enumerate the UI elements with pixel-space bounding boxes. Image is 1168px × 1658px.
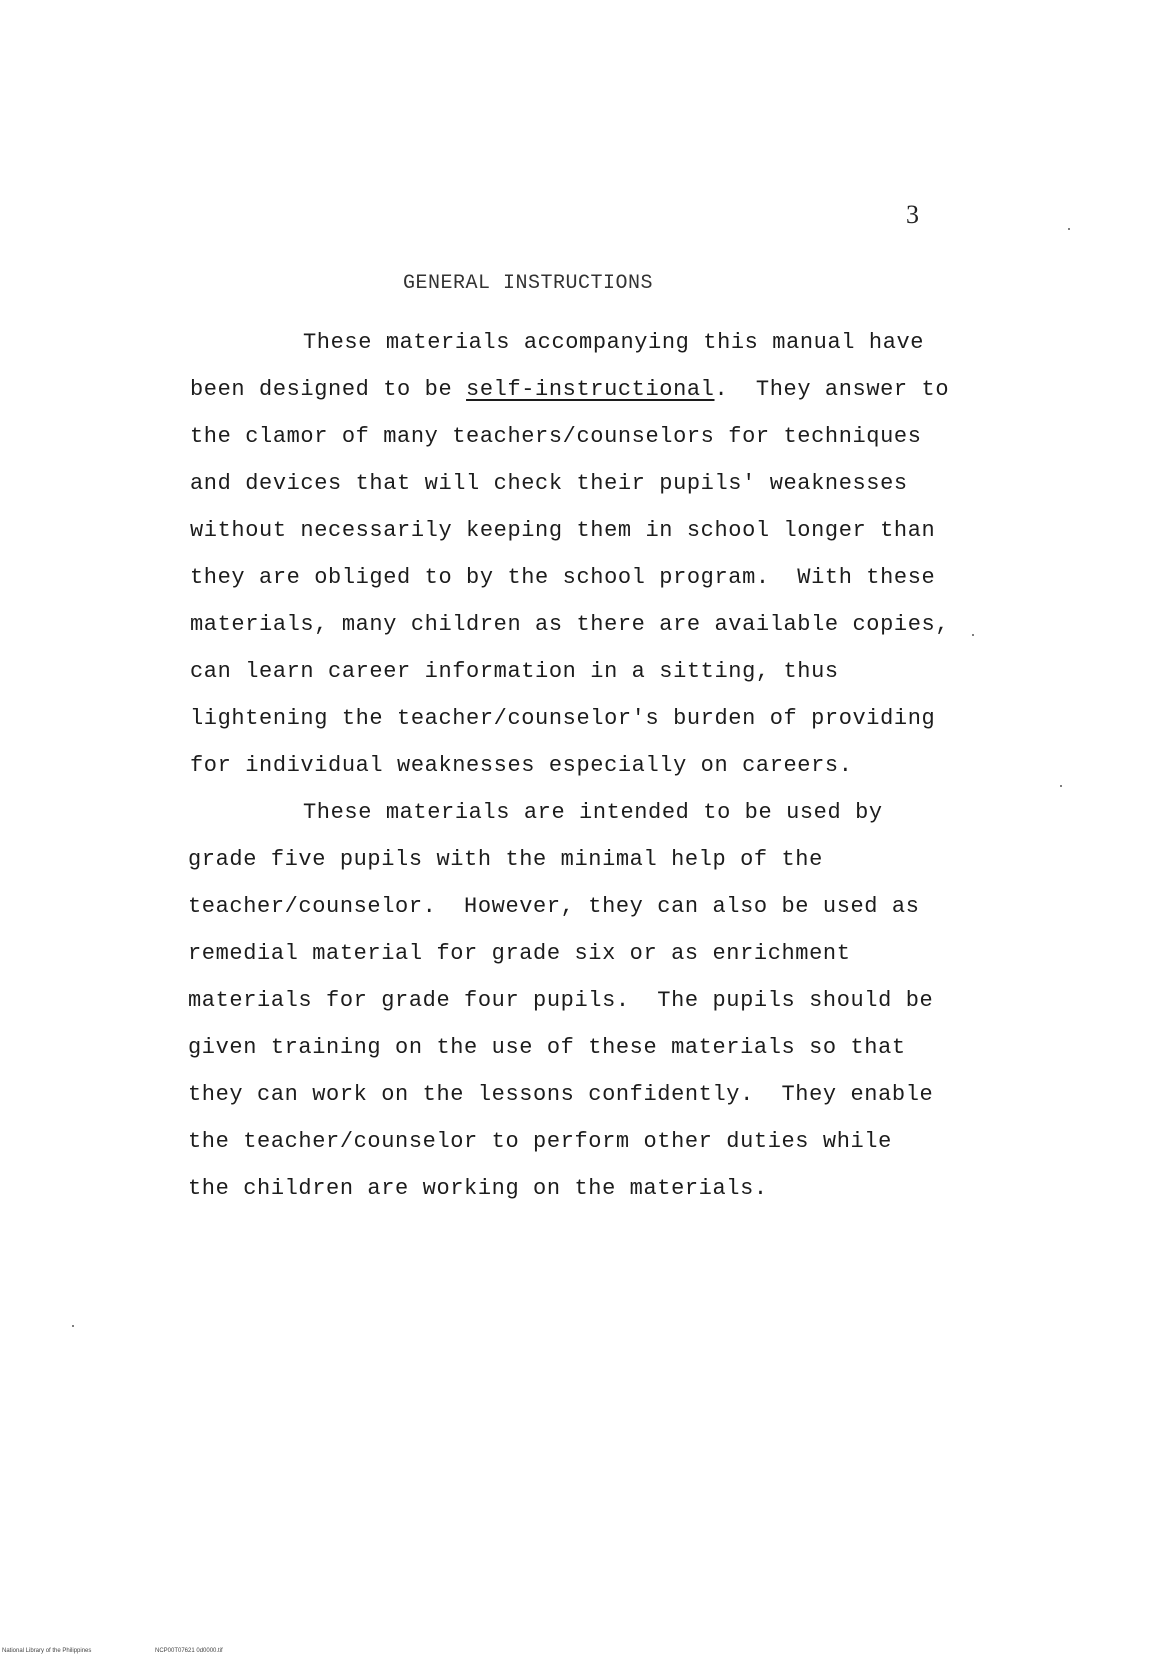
footer-file-label: NCP00T07621 0d0000.tif [155, 1648, 223, 1654]
paragraph-1-line-3: the clamor of many teachers/counselors for techniques [190, 424, 922, 449]
paragraph-2-line-5: materials for grade four pupils. The pupils should be [188, 988, 934, 1013]
scan-speck [972, 634, 974, 636]
paragraph-2-line-1: These materials are intended to be used by [303, 800, 883, 825]
paragraph-1-line-4: and devices that will check their pupils' weaknesses [190, 471, 908, 496]
paragraph-1-line-6: they are obliged to by the school program. With these [190, 565, 936, 590]
paragraph-2-line-2: grade five pupils with the minimal help of the [188, 847, 823, 872]
footer-library-label: National Library of the Philippines [2, 1648, 92, 1654]
paragraph-2-line-3: teacher/counselor. However, they can also be used as [188, 894, 920, 919]
scan-speck [1068, 228, 1070, 230]
paragraph-2-line-4: remedial material for grade six or as enrichment [188, 941, 851, 966]
self-instructional-emphasis: self-instructional [466, 377, 715, 402]
section-heading: GENERAL INSTRUCTIONS [403, 272, 654, 295]
paragraph-1-line-5: without necessarily keeping them in school longer than [190, 518, 936, 543]
paragraph-2-line-9: the children are working on the materials. [188, 1176, 768, 1201]
paragraph-2-line-7: they can work on the lessons confidently. They enable [188, 1082, 934, 1107]
paragraph-1-line-8: can learn career information in a sitting, thus [190, 659, 839, 684]
paragraph-2-line-6: given training on the use of these materials so that [188, 1035, 906, 1060]
paragraph-1-line-1: These materials accompanying this manual have [303, 330, 925, 355]
scan-speck [1060, 785, 1062, 787]
page-number: 3 [906, 200, 919, 229]
paragraph-1-line-9: lightening the teacher/counselor's burden of providing [190, 706, 936, 731]
line-2-end: . They answer to [714, 377, 950, 402]
scan-speck [72, 1325, 74, 1327]
line-2-start: been designed to be [190, 377, 467, 402]
paragraph-2-line-8: the teacher/counselor to perform other duties while [188, 1129, 892, 1154]
paragraph-1-line-7: materials, many children as there are available copies, [190, 612, 950, 637]
paragraph-1-line-2 [190, 377, 949, 402]
paragraph-1-line-10: for individual weaknesses especially on careers. [190, 753, 853, 778]
